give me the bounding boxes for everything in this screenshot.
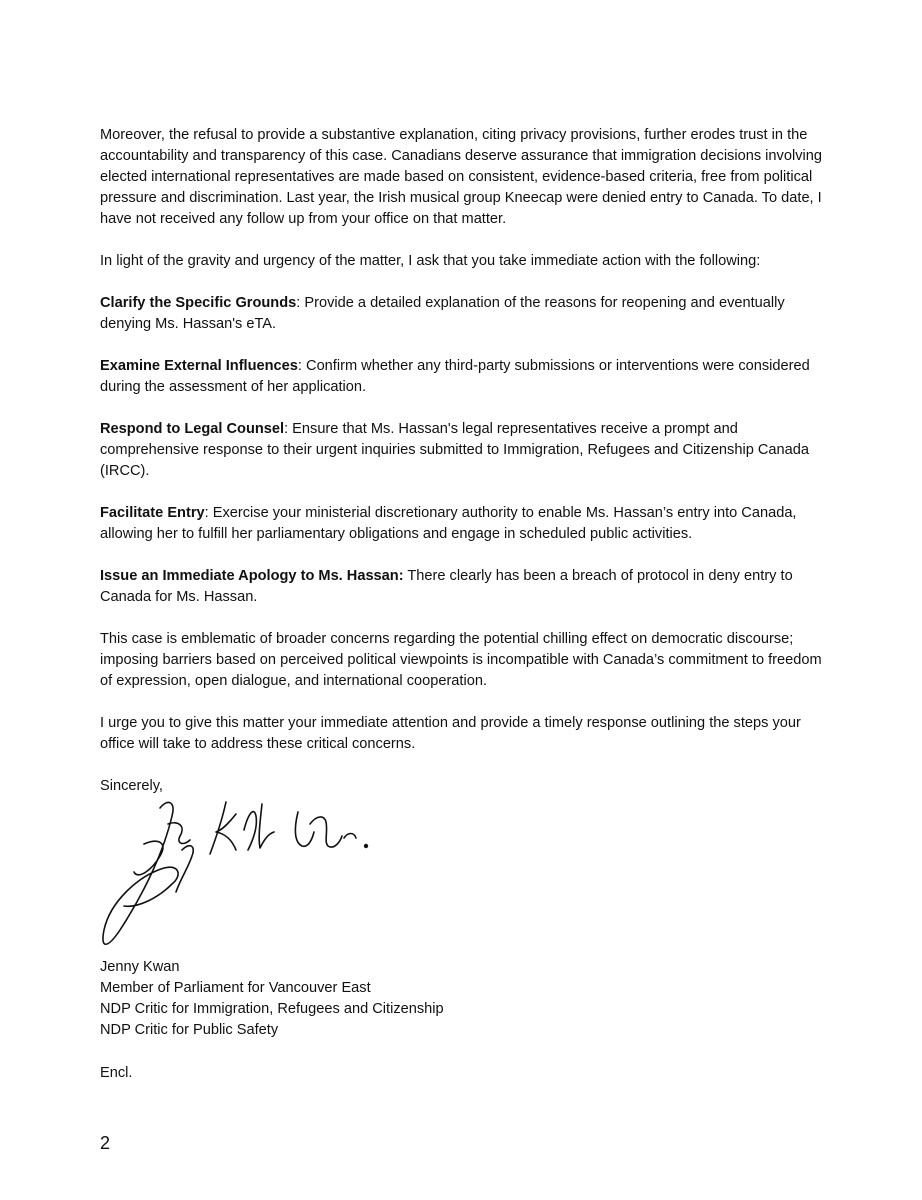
request-title: Clarify the Specific Grounds xyxy=(100,295,297,311)
page-number: 2 xyxy=(100,1133,111,1153)
letter-body xyxy=(100,125,828,797)
request-external-influences xyxy=(100,356,828,398)
request-text: : Ensure that Ms. Hassan's legal representatives receive a prompt and comprehensive response to their urgent inquiries submitted to Immigration, Refugees and Citizenship Canada (IRCC). xyxy=(100,421,809,479)
request-text: : Exercise your ministerial discretionary authority to enable Ms. Hassan’s entry into Canada, allowing her to fulfill her parliamentary obligations and engage in scheduled public activities. xyxy=(100,505,797,542)
paragraph-request-intro: In light of the gravity and urgency of the matter, I ask that you take immediate action with the following: xyxy=(100,253,761,269)
request-facilitate-entry xyxy=(100,503,828,545)
enclosure-note: Encl. xyxy=(100,1065,133,1081)
request-legal-counsel xyxy=(100,419,828,482)
signatory-title-immigration-critic: NDP Critic for Immigration, Refugees and Citizenship xyxy=(100,1001,444,1017)
signature-block xyxy=(100,957,700,1041)
request-clarify-grounds xyxy=(100,293,828,335)
signatory-title-public-safety-critic: NDP Critic for Public Safety xyxy=(100,1022,279,1038)
paragraph-urge-response: I urge you to give this matter your immediate attention and provide a timely response outlining the steps your office will take to address these critical concerns. xyxy=(100,715,801,752)
request-text: : Provide a detailed explanation of the reasons for reopening and eventually denying Ms. Hassan's eTA. xyxy=(100,295,785,332)
request-title: Issue an Immediate Apology to Ms. Hassan: xyxy=(100,568,404,584)
paragraph-chilling-effect: This case is emblematic of broader concerns regarding the potential chilling effect on democratic discourse; imposing barriers based on perceived political viewpoints is incompatible with Canada’s commitment to freedom of expression, open dialogue, and international cooperation. xyxy=(100,631,822,689)
request-text: There clearly has been a breach of protocol in deny entry to Canada for Ms. Hassan. xyxy=(100,568,793,605)
signatory-name: Jenny Kwan xyxy=(100,959,180,975)
request-title: Examine External Influences xyxy=(100,358,298,374)
signatory-title-mp: Member of Parliament for Vancouver East xyxy=(100,980,371,996)
request-text: : Confirm whether any third-party submissions or interventions were considered during the assessment of her application. xyxy=(100,358,810,395)
request-title: Respond to Legal Counsel xyxy=(100,421,285,437)
paragraph-kneecap: Moreover, the refusal to provide a substantive explanation, citing privacy provisions, further erodes trust in the accountability and transparency of this case. Canadians deserve assurance that immigration decisions involving elected international representatives are made based on consistent, evidence-based criteria, free from political pressure and discrimination. Last year, the Irish musical group Kneecap were denied entry to Canada. To date, I have not received any follow up from your office on that matter. xyxy=(100,127,822,227)
closing-salutation: Sincerely, xyxy=(100,778,163,794)
handwritten-signature xyxy=(98,780,388,960)
signature-icon xyxy=(98,780,388,960)
request-apology xyxy=(100,566,828,608)
request-title: Facilitate Entry xyxy=(100,505,205,521)
